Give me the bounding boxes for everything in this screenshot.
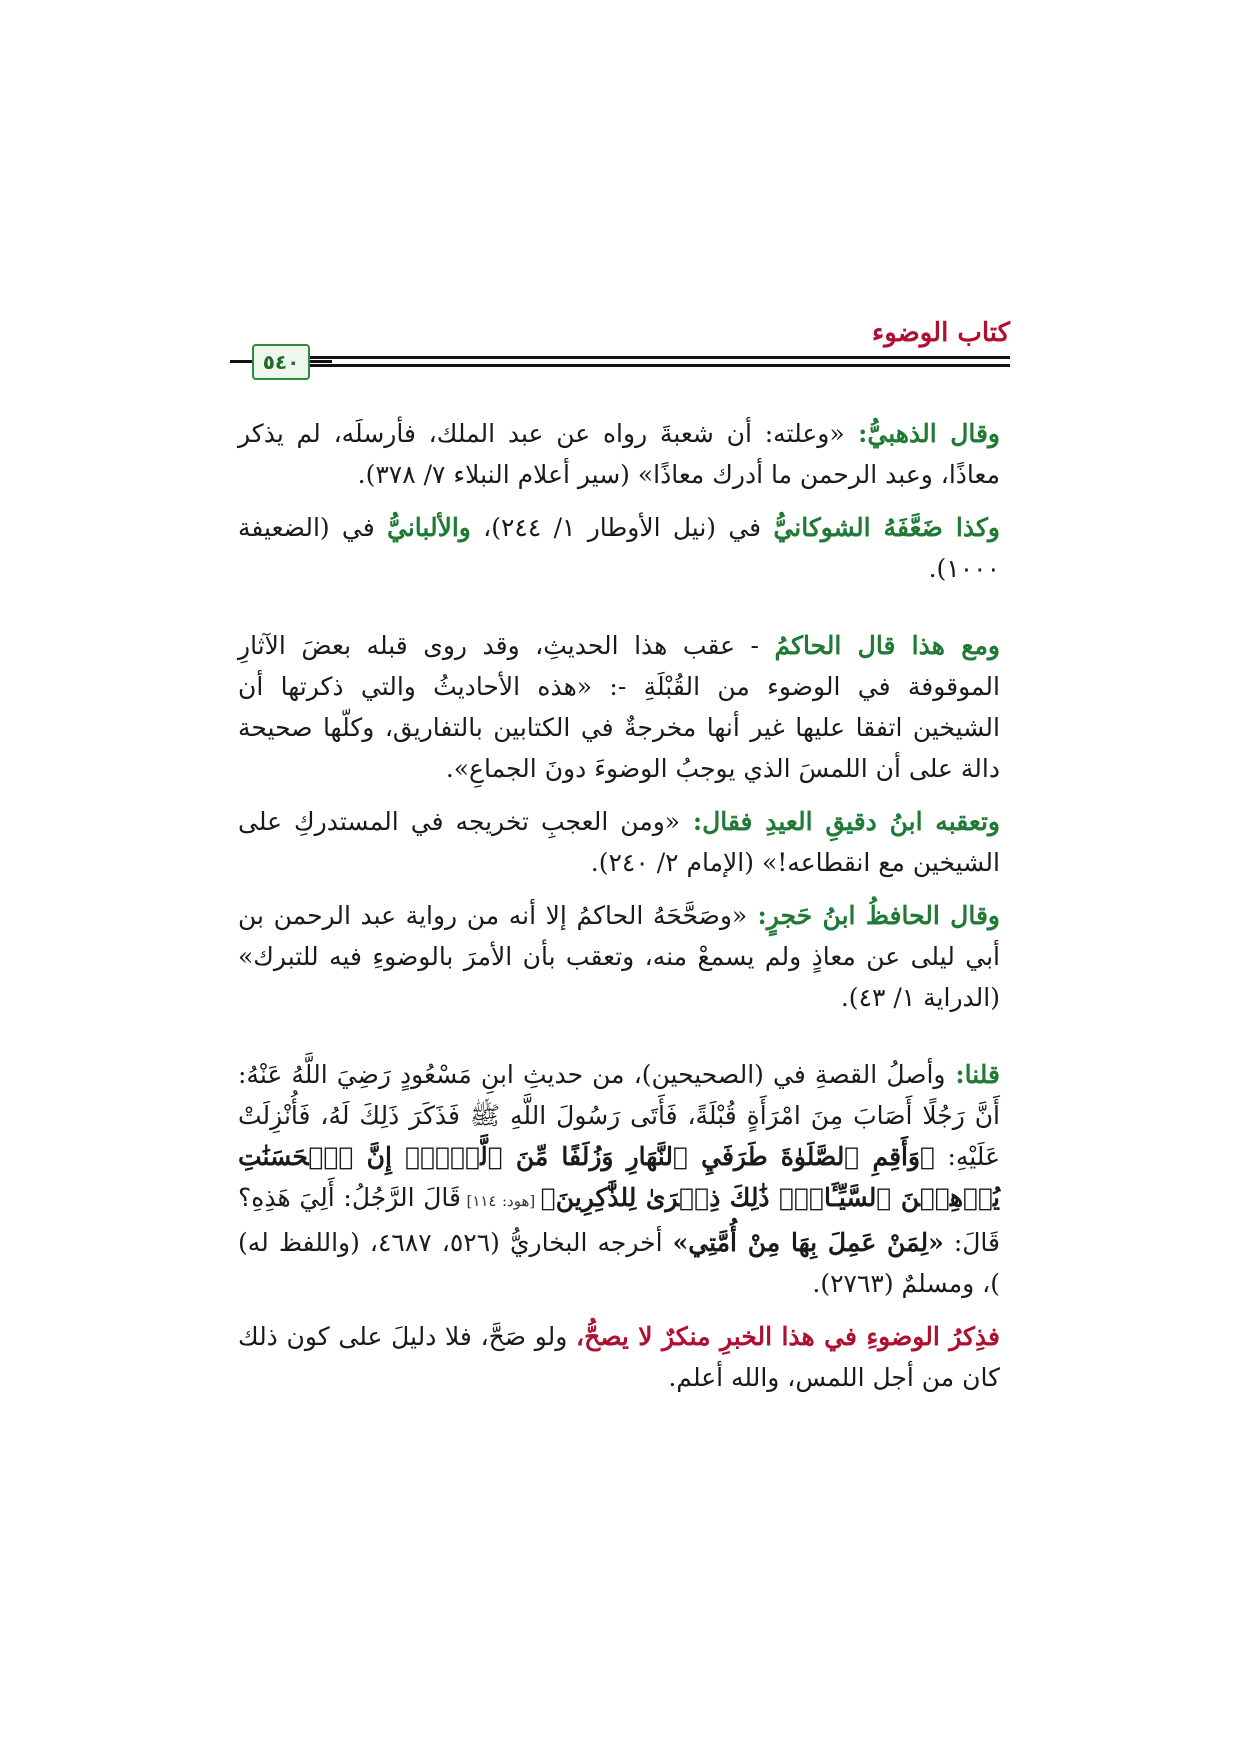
paragraph-conclusion [238,1316,1000,1398]
speaker-label: وكذا ضَعَّفَهُ الشوكانيُّ [773,513,1000,542]
paragraph-text: في (الضعيفة ١٠٠٠). [238,513,1000,583]
paragraph-text: «وعلته: أن شعبةَ رواه عن عبد الملك، فأرسلَه، لم يذكر معاذًا، وعبد الرحمن ما أدرك معاذًا» (سير أعلام النبلاء ٧/ ٣٧٨). [238,419,1000,489]
header-rule-top [298,356,1010,359]
paragraph-shawkani [238,507,1000,589]
chapter-title: كتاب الوضوء [872,318,1010,348]
paragraph-text: أخرجه البخاريُّ (٥٢٦، ٤٦٨٧، (واللفظ له) )، ومسلمٌ (٢٧٦٣). [238,1228,1000,1298]
paragraph-ibn-hajar [238,895,1000,1018]
speaker-label: قلنا: [945,1060,1000,1089]
paragraph-text: «ومن العجبِ تخريجه في المستدركِ على الشيخين مع انقطاعه!» (الإمام ٢/ ٢٤٠). [238,807,1000,877]
page-header [230,318,1010,378]
page-number-badge [252,344,310,380]
speaker-label: وقال الذهبيُّ: [844,419,1000,448]
verse-reference: [هود: ١١٤] [460,1192,541,1210]
header-rule-bottom [298,364,1010,367]
paragraph-text: ولو صَحَّ، فلا دليلَ على كون ذلك كان من أجل اللمس، والله أعلم. [238,1322,1000,1392]
conclusion-label: فذِكرُ الوضوءِ في هذا الخبرِ منكرٌ لا يصحُّ، [576,1322,1000,1351]
paragraph-text: - عقب هذا الحديثِ، وقد روى قبله بعضَ الآثارِ الموقوفة في الوضوء من القُبْلَةِ -: «هذه الأحاديثُ والتي ذكرتها أن الشيخين اتفقا عليها غير أنها مخرجةٌ في الكتابين بالتفاريق، وكلّها صحيحة دالة على أن اللمسَ الذي يوجبُ الوضوءَ دونَ الجماعِ». [238,631,1000,783]
speaker-label: وقال الحافظُ ابنُ حَجرٍ: [747,901,1000,930]
paragraph-ibn-daqiq [238,801,1000,883]
paragraph-text: وأصلُ القصةِ في (الصحيحين)، من حديثِ ابنِ مَسْعُودٍ رَضِيَ اللَّهُ عَنْهُ: أَنَّ رَجُلًا أَصَابَ مِنَ امْرَأَةٍ قُبْلَةً، فَأَتَى رَسُولَ اللَّهِ ﷺ فَذَكَرَ ذَلِكَ لَهُ، فَأُنْزِلَتْ عَلَيْهِ: [238,1060,1001,1171]
paragraph-hakim [238,625,1000,789]
hadith-quote: «لِمَنْ عَمِلَ بِهَا مِنْ أُمَّتِي» [672,1228,944,1257]
speaker-label: ومع هذا قال الحاكمُ [774,631,1000,660]
speaker-label: والألبانيُّ [387,513,471,542]
paragraph-qulna [238,1054,1000,1304]
page-number: ٥٤٠ [262,350,300,374]
paragraph-text: قَالَ الرَّجُلُ: أَلِيَ هَذِهِ؟ قَالَ: [238,1183,1000,1257]
quran-verse: ﴿وَأَقِمِ ٱلصَّلَوٰةَ طَرَفَيِ ٱلنَّهَارِ وَزُلَفًا مِّنَ ٱلَّيۡلِۚ إِنَّ ٱلۡحَسَنَٰتِ يُذۡهِبۡنَ ٱلسَّيِّـَٔاتِۚ ذَٰلِكَ ذِكۡرَىٰ لِلذَّٰكِرِينَ﴾ [238,1142,1000,1212]
paragraph-text: «وصَحَّحَهُ الحاكمُ إلا أنه من رواية عبد الرحمن بن أبي ليلى عن معاذٍ ولم يسمعْ منه، وتعقب بأن الأمرَ بالوضوءِ فيه للتبرك» (الدراية ١/ ٤٣). [238,901,1000,1012]
paragraph-text: في (نيل الأوطار ١/ ٢٤٤)، [470,513,774,542]
speaker-label: وتعقبه ابنُ دقيقِ العيدِ فقال: [680,807,1000,836]
paragraph-dhahabi [238,413,1000,495]
page-body [238,413,1000,1410]
